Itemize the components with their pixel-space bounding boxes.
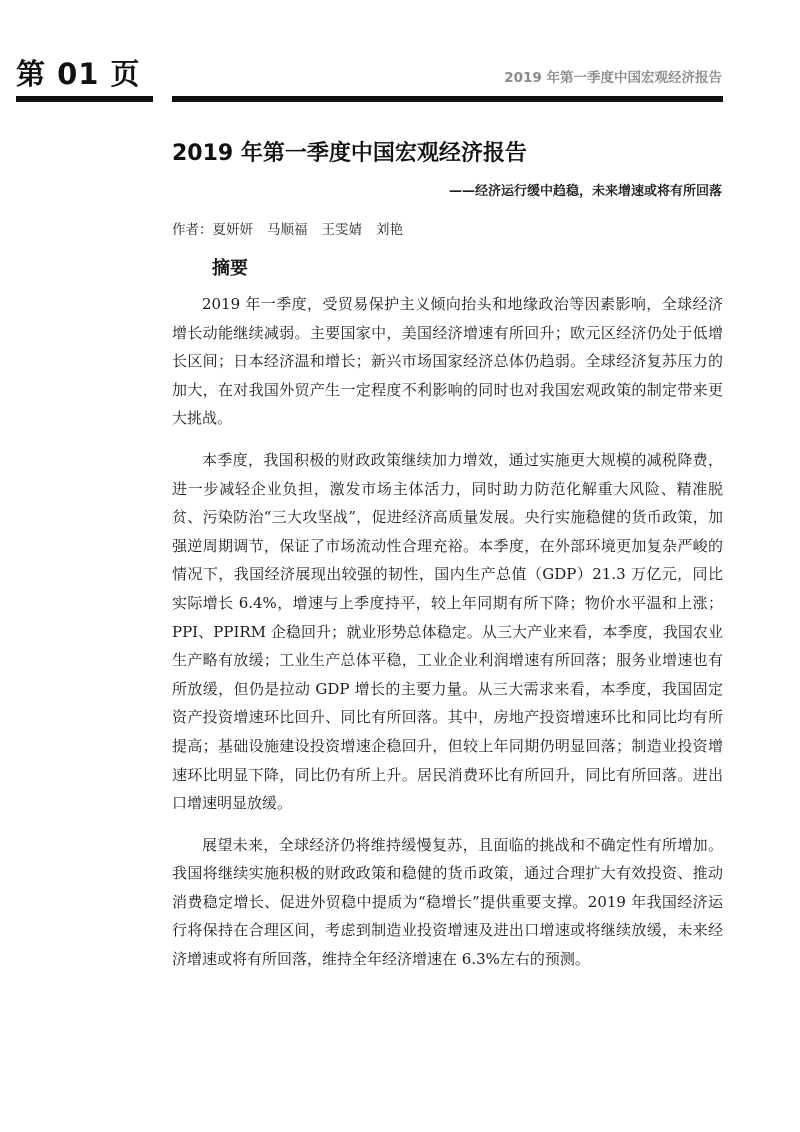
author-name: 刘艳	[376, 222, 403, 238]
abstract-body	[172, 290, 723, 987]
author-name: 王雯婧	[321, 222, 362, 238]
authors-label: 作者：	[172, 222, 213, 238]
abstract-paragraph: 本季度，我国积极的财政政策继续加力增效，通过实施更大规模的减税降费，进一步减轻企业负担，激发市场主体活力，同时助力防范化解重大风险、精准脱贫、污染防治“三大攻坚战”，促进经济高质量发展。央行实施稳健的货币政策，加强逆周期调节，保证了市场流动性合理充裕。本季度，在外部环境更加复杂严峻的情况下，我国经济展现出较强的韧性，国内生产总值（GDP）21.3 万亿元，同比实际增长 6.4%，增速与上季度持平，较上年同期有所下降；物价水平温和上涨；PPI、PPIRM 企稳回升；就业形势总体稳定。从三大产业来看，本季度，我国农业生产略有放缓；工业生产总体平稳，工业企业利润增速有所回落；服务业增速也有所放缓，但仍是拉动 GDP 增长的主要力量。从三大需求来看，本季度，我国固定资产投资增速环比回升、同比有所回落。其中，房地产投资增速环比和同比均有所提高；基础设施建设投资增速企稳回升，但较上年同期仍明显回落；制造业投资增速环比明显下降，同比仍有所上升。居民消费环比有所回升，同比有所回落。进出口增速明显放缓。	[172, 450, 723, 813]
abstract-paragraph: 展望未来，全球经济仍将维持缓慢复苏，且面临的挑战和不确定性有所增加。我国将继续实施积极的财政政策和稳健的货币政策，通过合理扩大有效投资、推动消费稳定增长、促进外贸稳中提质为“稳增长”提供重要支撑。2019 年我国经济运行将保持在合理区间，考虑到制造业投资增速及进出口增速或将继续放缓，未来经济增速或将有所回落，维持全年经济增速在 6.3%左右的预测。	[172, 835, 723, 969]
author-name: 夏妍妍	[212, 222, 253, 238]
abstract-paragraph: 2019 年一季度，受贸易保护主义倾向抬头和地缘政治等因素影响，全球经济增长动能继续减弱。主要国家中，美国经济增速有所回升；欧元区经济仍处于低增长区间；日本经济温和增长；新兴市场国家经济总体仍趋弱。全球经济复苏压力的加大，在对我国外贸产生一定程度不利影响的同时也对我国宏观政策的制定带来更大挑战。	[172, 295, 723, 428]
document-title: 2019 年第一季度中国宏观经济报告	[172, 141, 527, 166]
authors-line	[172, 218, 417, 238]
author-name: 马顺福	[267, 222, 308, 238]
running-header-title: 2019 年第一季度中国宏观经济报告	[504, 70, 722, 86]
page-number-label: 第 01 页	[16, 57, 141, 91]
header-rule-left	[16, 96, 153, 102]
header-rule-right	[172, 96, 723, 102]
document-subtitle: ——经济运行缓中趋稳，未来增速或将有所回落	[448, 184, 722, 199]
abstract-heading: 摘要	[212, 258, 248, 279]
